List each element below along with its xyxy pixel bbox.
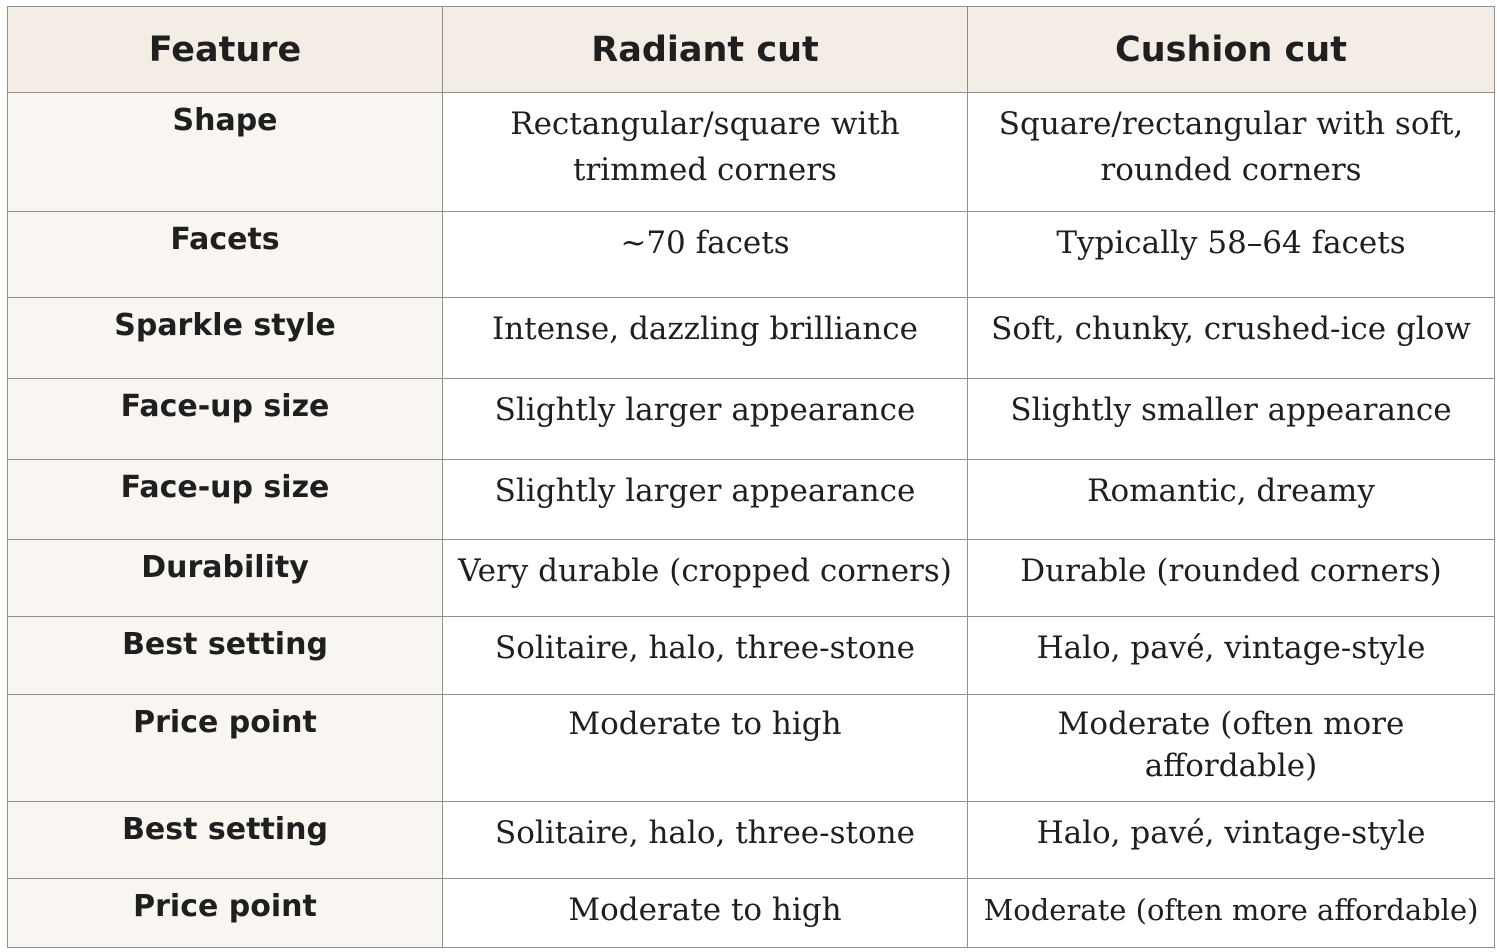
feature-cell: Best setting <box>8 802 443 879</box>
column-header-cushion-cut: Cushion cut <box>968 7 1495 93</box>
table-row <box>8 879 1495 948</box>
column-header-feature: Feature <box>8 7 443 93</box>
table-row <box>8 93 1495 212</box>
radiant-cell: Rectangular/square with trimmed corners <box>443 93 968 212</box>
radiant-cell: Solitaire, halo, three-stone <box>443 802 968 879</box>
feature-cell: Shape <box>8 93 443 212</box>
feature-cell: Best setting <box>8 617 443 695</box>
cushion-cell: Typically 58–64 facets <box>968 212 1495 298</box>
cushion-cell: Romantic, dreamy <box>968 460 1495 540</box>
radiant-cell: Slightly larger appearance <box>443 460 968 540</box>
radiant-cell: Solitaire, halo, three-stone <box>443 617 968 695</box>
radiant-cell: Moderate to high <box>443 879 968 948</box>
cushion-cell: Soft, chunky, crushed-ice glow <box>968 298 1495 379</box>
table-row <box>8 802 1495 879</box>
feature-cell: Price point <box>8 879 443 948</box>
table-row <box>8 212 1495 298</box>
feature-cell: Face-up size <box>8 379 443 460</box>
radiant-cell: ~70 facets <box>443 212 968 298</box>
cushion-cell: Halo, pavé, vintage-style <box>968 617 1495 695</box>
cushion-cell: Halo, pavé, vintage-style <box>968 802 1495 879</box>
header-row <box>8 7 1495 93</box>
radiant-cell: Intense, dazzling brilliance <box>443 298 968 379</box>
cushion-cell: Moderate (often more affordable) <box>968 695 1495 802</box>
table-row <box>8 617 1495 695</box>
table-row <box>8 298 1495 379</box>
feature-cell: Face-up size <box>8 460 443 540</box>
cushion-cell: Moderate (often more affordable) <box>968 879 1495 948</box>
feature-cell: Price point <box>8 695 443 802</box>
cushion-cell: Slightly smaller appearance <box>968 379 1495 460</box>
table-row <box>8 540 1495 617</box>
comparison-table <box>7 6 1495 948</box>
table-body <box>8 93 1495 948</box>
feature-cell: Sparkle style <box>8 298 443 379</box>
radiant-cell: Very durable (cropped corners) <box>443 540 968 617</box>
radiant-cell: Moderate to high <box>443 695 968 802</box>
table-header <box>8 7 1495 93</box>
cushion-cell: Square/rectangular with soft, rounded corners <box>968 93 1495 212</box>
table-row <box>8 379 1495 460</box>
cushion-cell: Durable (rounded corners) <box>968 540 1495 617</box>
column-header-radiant-cut: Radiant cut <box>443 7 968 93</box>
table-row <box>8 695 1495 802</box>
table-row <box>8 460 1495 540</box>
feature-cell: Durability <box>8 540 443 617</box>
radiant-cell: Slightly larger appearance <box>443 379 968 460</box>
feature-cell: Facets <box>8 212 443 298</box>
